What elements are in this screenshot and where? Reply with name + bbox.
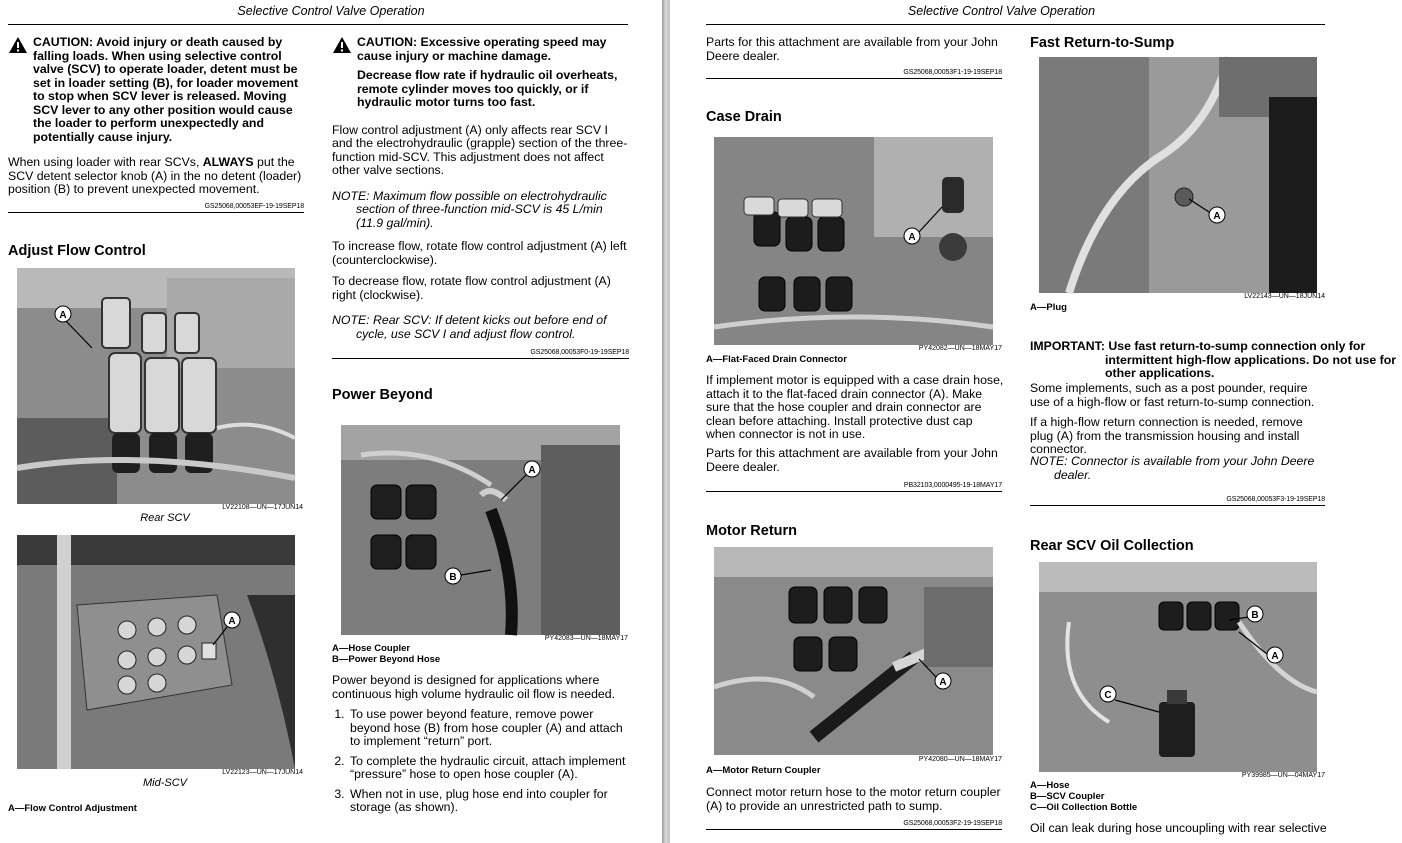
note-rear-scv: NOTE: Rear SCV: If detent kicks out before end of cycle, use SCV I and adjust flow control. bbox=[332, 313, 607, 341]
caution-falling-loads bbox=[8, 36, 304, 144]
important-text: Use fast return-to-sump connection only for intermittent high-flow applications. Do not use for other applications. bbox=[1105, 339, 1397, 381]
legend-item: B—Power Beyond Hose bbox=[332, 654, 441, 665]
left-page bbox=[0, 0, 662, 843]
legend-case-drain: A—Flat-Faced Drain Connector bbox=[706, 354, 847, 365]
oil-collection-photo bbox=[1039, 562, 1317, 772]
fast-return-paragraph-2: If a high-flow return connection is needed, remove plug (A) from the transmission housing and install connector. bbox=[1030, 415, 1303, 456]
callout-a: A bbox=[59, 310, 67, 321]
doc-reference: GS25068,00053F3-19-19SEP18 bbox=[1030, 496, 1325, 506]
always-emphasis: ALWAYS bbox=[202, 155, 254, 169]
callout-b: B bbox=[1251, 610, 1259, 621]
section-heading-motor-return: Motor Return bbox=[706, 523, 798, 539]
figure-code-mid: LV22123—UN—17JUN14 bbox=[222, 769, 303, 776]
callout-a: A bbox=[939, 677, 947, 688]
case-drain-paragraph: If implement motor is equipped with a case drain hose, attach it to the flat-faced drain connector (A). Make sure that the hose coupler and drain connector are clean before attaching. Install protective dust cap when connector is not in use. bbox=[706, 373, 1004, 441]
callout-a: A bbox=[228, 616, 236, 627]
power-beyond-steps bbox=[332, 708, 629, 821]
figure-code-rear: LV22108—UN—17JUN14 bbox=[222, 504, 303, 511]
left-column-2 bbox=[332, 36, 629, 403]
callout-a: A bbox=[1213, 211, 1221, 222]
header-rule bbox=[706, 24, 1325, 25]
power-beyond-photo bbox=[341, 425, 620, 635]
caution-text: Avoid injury or death caused by falling loads. When using selective control valve (SCV) to operate loader, detent must be set in loader setting (B), for loader movement to stop when SCV lever is released. Moving SCV lever to any other position would cause the loader to perform unexpectedly and potentially cause injury. bbox=[33, 35, 299, 144]
legend-motor-return: A—Motor Return Coupler bbox=[706, 765, 821, 776]
legend-item: A—Hose Coupler bbox=[332, 643, 411, 654]
increase-flow-text: To increase flow, rotate flow control adjustment (A) left (counterclockwise). bbox=[332, 239, 627, 267]
callout-b: B bbox=[449, 572, 457, 583]
list-item: 2. To complete the hydraulic circuit, attach implement “pressure” hose to open hose coupler (A). bbox=[348, 755, 629, 782]
callout-a: A bbox=[1271, 651, 1279, 662]
flow-control-paragraph: Flow control adjustment (A) only affects rear SCV I and the electrohydraulic (grapple) section of the three-function mid-SCV. This adjustment does not affect other valve sections. bbox=[332, 122, 628, 177]
callout-c: C bbox=[1104, 690, 1112, 701]
warning-icon bbox=[8, 36, 28, 54]
oil-collection-paragraph: Oil can leak during hose uncoupling with rear selective bbox=[1030, 821, 1327, 835]
note-connector: NOTE: Connector is available from your John Deere dealer. bbox=[1030, 454, 1315, 482]
figure-caption-mid: Mid-SCV bbox=[142, 777, 187, 789]
legend-fast-return: A—Plug bbox=[1030, 302, 1067, 313]
doc-reference: GS25068,00053EF-19-19SEP18 bbox=[8, 203, 304, 213]
fast-return-paragraph-1: Some implements, such as a post pounder, require use of a high-flow or fast return-to-sump connection. bbox=[1030, 381, 1315, 409]
section-heading-case-drain: Case Drain bbox=[706, 109, 782, 125]
running-head-left: Selective Control Valve Operation bbox=[237, 4, 425, 18]
legend-item: A—Hose bbox=[1030, 780, 1070, 791]
rear-scv-photo bbox=[17, 268, 295, 504]
figure-code-case-drain: PY42082—UN—18MAY17 bbox=[918, 345, 1002, 352]
section-heading-oil-collection: Rear SCV Oil Collection bbox=[1030, 538, 1194, 554]
doc-reference: GS25068,00053F0-19-19SEP18 bbox=[332, 349, 629, 359]
list-item: 3. When not in use, plug hose end into coupler for storage (as shown). bbox=[348, 788, 629, 815]
caution-text: Excessive operating speed may cause injury or machine damage. bbox=[357, 35, 607, 63]
mid-scv-photo bbox=[17, 535, 295, 769]
figure-code-fast-return: LV22143—UN—18JUN14 bbox=[1244, 293, 1325, 300]
caution-operating-speed bbox=[332, 36, 629, 110]
parts-availability-2: Parts for this attachment are available from your John Deere dealer. bbox=[706, 446, 998, 474]
motor-return-photo bbox=[714, 547, 993, 755]
important-label: IMPORTANT: bbox=[1030, 339, 1105, 354]
caution-subtext: Decrease flow rate if hydraulic oil overheats, remote cylinder moves too quickly, or if hydraulic motor turns too fast. bbox=[357, 68, 618, 109]
figure-caption-rear: Rear SCV bbox=[140, 512, 190, 524]
doc-reference: GS25068,00053F1-19-19SEP18 bbox=[706, 69, 1002, 79]
figure-code-oil-collection: PY39985—UN—04MAY17 bbox=[1241, 772, 1325, 779]
callout-a: A bbox=[908, 232, 916, 243]
legend-oil-collection bbox=[1030, 780, 1137, 813]
legend-flow-control: A—Flow Control Adjustment bbox=[8, 803, 137, 814]
section-heading-fast-return: Fast Return-to-Sump bbox=[1030, 35, 1175, 51]
right-page bbox=[670, 0, 1397, 843]
important-notice bbox=[1030, 340, 1402, 381]
running-head-right: Selective Control Valve Operation bbox=[907, 4, 1096, 18]
motor-return-paragraph: Connect motor return hose to the motor return coupler (A) to provide an unrestricted path to sump. bbox=[706, 785, 1001, 813]
doc-reference: PB32103,0000495-19-18MAY17 bbox=[706, 482, 1002, 492]
loader-instruction: When using loader with rear SCVs, ALWAYS put the SCV detent selector knob (A) in the no detent (loader) position (B) to prevent unexpected movement. bbox=[8, 155, 302, 196]
power-beyond-paragraph: Power beyond is designed for applications where continuous high volume hydraulic oil flow is needed. bbox=[332, 673, 615, 701]
page-gutter bbox=[662, 0, 670, 843]
parts-availability: Parts for this attachment are available from your John Deere dealer. bbox=[706, 35, 998, 63]
case-drain-photo bbox=[714, 137, 993, 345]
callout-a: A bbox=[528, 465, 536, 476]
note-maximum-flow: NOTE: Maximum flow possible on electrohydraulic section of three-function mid-SCV is 45 L/min (11.9 gal/min). bbox=[332, 188, 607, 230]
list-item: 1. To use power beyond feature, remove power beyond hose (B) from hose coupler (A) and attach to implement “return” port. bbox=[348, 708, 629, 749]
decrease-flow-text: To decrease flow, rotate flow control adjustment (A) right (clockwise). bbox=[332, 274, 611, 302]
legend-item: B—SCV Coupler bbox=[1030, 791, 1105, 802]
legend-power-beyond bbox=[332, 643, 440, 665]
section-heading-power-beyond: Power Beyond bbox=[332, 387, 433, 403]
fast-return-photo bbox=[1039, 57, 1317, 293]
left-column-1 bbox=[8, 36, 304, 259]
warning-icon bbox=[332, 36, 352, 54]
right-column-1 bbox=[706, 36, 1002, 125]
section-heading-adjust-flow: Adjust Flow Control bbox=[8, 242, 146, 259]
figure-code-motor-return: PY42080—UN—18MAY17 bbox=[918, 756, 1002, 763]
figure-code-power-beyond: PY42083—UN—18MAY17 bbox=[544, 635, 628, 642]
legend-item: C—Oil Collection Bottle bbox=[1030, 802, 1138, 813]
caution-label: CAUTION: bbox=[33, 35, 94, 49]
caution-label: CAUTION: bbox=[357, 35, 418, 49]
doc-reference: GS25068,00053F2-19-19SEP18 bbox=[706, 820, 1002, 830]
header-rule bbox=[8, 24, 628, 25]
